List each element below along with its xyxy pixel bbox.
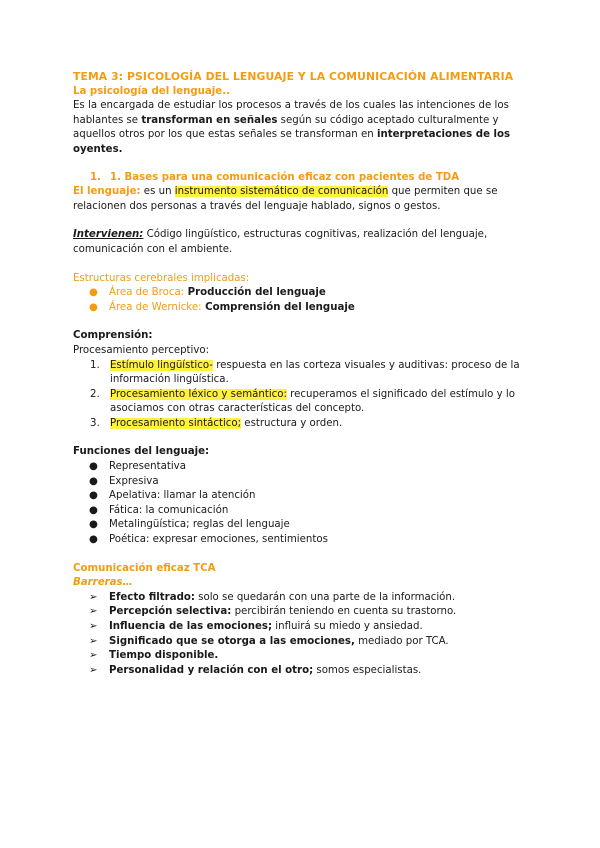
list-item: ➢ Significado que se otorga a las emociones, mediado por TCA. xyxy=(89,635,449,647)
barreras-subheading: Barreras… xyxy=(73,577,133,589)
document-title: TEMA 3: PSICOLOGÍA DEL LENGUAJE Y LA COMUNICACIÓN ALIMENTARIA xyxy=(73,70,514,83)
area-label: Área de Broca: xyxy=(109,287,185,299)
section-1-number: 1. xyxy=(90,171,101,183)
list-item: ➢ Efecto filtrado: solo se quedarán con una parte de la información. xyxy=(89,591,456,603)
intervienen-label: Intervienen: xyxy=(73,229,144,241)
lenguaje-label: El lenguaje: xyxy=(73,186,141,198)
list-item: ● Metalingüística; reglas del lenguaje xyxy=(89,519,290,531)
document-page xyxy=(73,70,533,678)
comunicacion-heading: Comunicación eficaz TCA xyxy=(73,562,216,574)
list-item: ➢ Influencia de las emociones; influirá su miedo y ansiedad. xyxy=(89,621,423,632)
list-item: ● Área de Wernicke: Comprensión del lenguaje xyxy=(89,301,355,313)
lenguaje-paragraph xyxy=(73,185,533,214)
intro-bold-1: transforman en señales xyxy=(141,114,278,126)
item-text: recuperamos el significado del estímulo y lo asociamos con otras características del concepto. xyxy=(110,388,515,415)
item-text: estructura y orden. xyxy=(241,417,343,429)
area-desc: Producción del lenguaje xyxy=(184,287,326,299)
section-1-heading-text: 1. Bases para una comunicación eficaz con pacientes de TDA xyxy=(110,171,460,183)
barreras-list xyxy=(73,591,533,679)
list-item: ➢ Personalidad y relación con el otro; somos especialistas. xyxy=(89,664,422,676)
intro-text-1: Es la encargada de estudiar los procesos a través de los cuales las intenciones de los hablantes se xyxy=(73,100,509,126)
list-item: ● Poética: expresar emociones, sentimientos xyxy=(89,534,328,546)
intervienen-text: Código lingüístico, estructuras cognitivas, realización del lenguaje, comunicación con el ambiente. xyxy=(73,229,488,255)
list-item: ● Representativa xyxy=(89,461,186,473)
comprension-subheading: Procesamiento perceptivo: xyxy=(73,344,210,356)
list-item: 3. Procesamiento sintáctico; estructura y orden. xyxy=(90,417,343,429)
area-desc: Comprensión del lenguaje xyxy=(201,301,355,313)
comprension-list xyxy=(73,359,533,432)
item-text: respuesta en las corteza visuales y auditivas: proceso de la información lingüística. xyxy=(110,359,520,386)
intro-text-2: según su código aceptado culturalmente y aquellos otros por los que estas señales se transforman en xyxy=(73,114,499,141)
lenguaje-text-1: es un xyxy=(140,186,175,198)
list-item: ● Fática: la comunicación xyxy=(89,504,229,516)
estructuras-heading: Estructuras cerebrales implicadas: xyxy=(73,272,250,284)
list-item: 1. Estímulo lingüístico- respuesta en las corteza visuales y auditivas: proceso de la información lingüística. xyxy=(90,359,520,386)
list-item: ➢ Tiempo disponible. xyxy=(89,650,219,662)
item-highlight: Estímulo lingüístico- xyxy=(110,359,213,371)
comprension-heading: Comprensión: xyxy=(73,330,153,342)
area-label: Área de Wernicke: xyxy=(109,301,202,313)
item-highlight: Procesamiento sintáctico; xyxy=(110,417,242,429)
intervienen-paragraph xyxy=(73,228,533,257)
list-item: ➢ Percepción selectiva: percibirán teniendo en cuenta su trastorno. xyxy=(89,606,457,618)
funciones-list xyxy=(73,460,533,548)
intro-paragraph xyxy=(73,99,533,157)
list-item: ● Área de Broca: Producción del lenguaje xyxy=(89,287,326,299)
item-highlight: Procesamiento léxico y semántico: xyxy=(110,388,287,400)
list-item: ● Expresiva xyxy=(89,475,159,487)
estructuras-list xyxy=(73,286,533,315)
lenguaje-highlight: instrumento sistemático de comunicación xyxy=(174,186,389,198)
funciones-heading: Funciones del lenguaje: xyxy=(73,446,210,458)
list-item: 2. Procesamiento léxico y semántico: recuperamos el significado del estímulo y lo asociamos con otras características del concepto. xyxy=(90,388,515,415)
section-1-heading xyxy=(73,171,533,186)
document-subtitle: La psicología del lenguaje.. xyxy=(73,85,230,97)
lenguaje-text-2: que permiten que se relacionen dos personas a través del lenguaje hablado, signos o gestos. xyxy=(73,186,498,212)
intro-bold-2: interpretaciones de los oyentes. xyxy=(73,129,511,155)
list-item: ● Apelativa: llamar la atención xyxy=(89,490,256,502)
